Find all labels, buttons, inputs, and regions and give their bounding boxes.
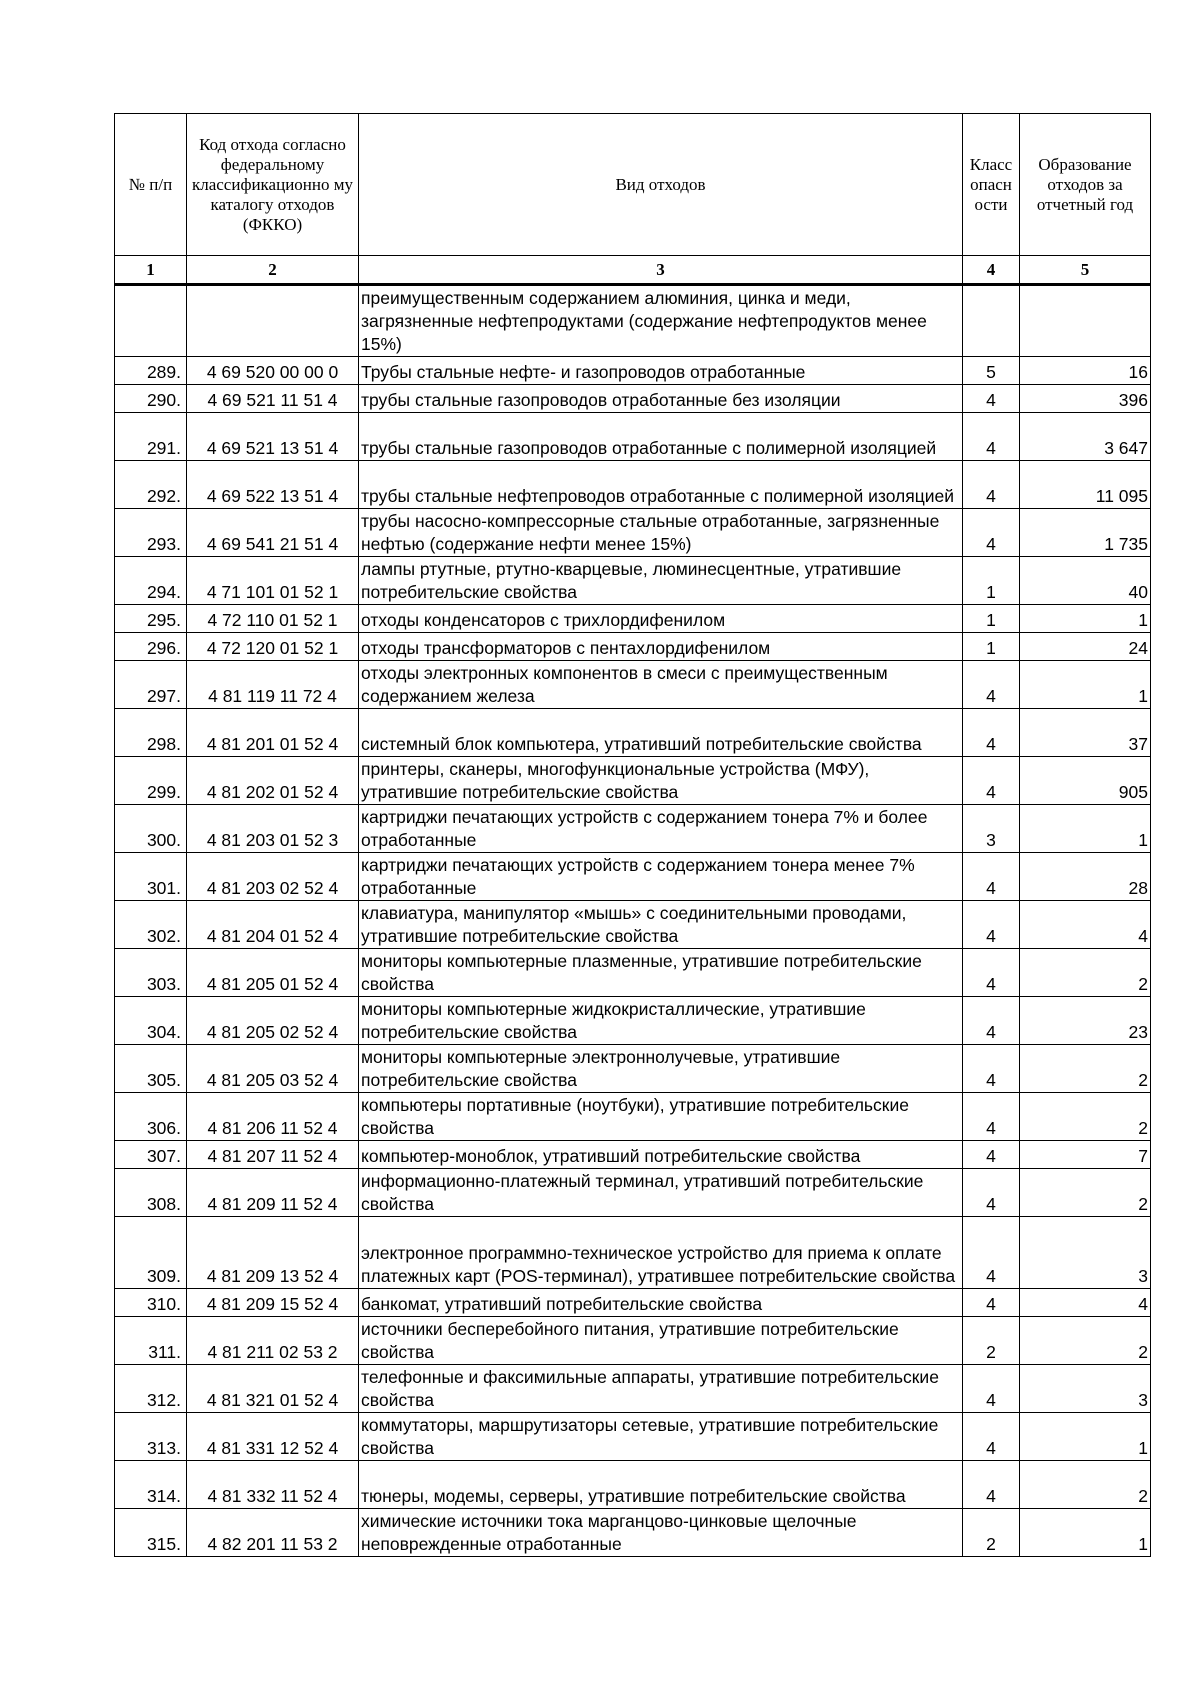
- table-row: [115, 853, 1151, 901]
- row-number-cell: 301.: [115, 853, 187, 901]
- waste-code-cell: 4 72 120 01 52 1: [187, 633, 359, 661]
- waste-amount-cell: 2: [1020, 1461, 1151, 1509]
- hazard-class-cell: 4: [963, 1217, 1020, 1289]
- waste-code-cell: 4 81 203 01 52 3: [187, 805, 359, 853]
- table-row: [115, 757, 1151, 805]
- waste-type-cell: электронное программно-техническое устройство для приема к оплате платежных карт (POS-терминал), утратившее потребительские свойства: [359, 1217, 963, 1289]
- waste-amount-cell: 4: [1020, 1289, 1151, 1317]
- column-number-1: 1: [115, 256, 187, 285]
- hazard-class-cell: 1: [963, 605, 1020, 633]
- waste-code-cell: 4 69 520 00 00 0: [187, 357, 359, 385]
- hazard-class-cell: 4: [963, 509, 1020, 557]
- row-number-cell: 311.: [115, 1317, 187, 1365]
- waste-code-cell: 4 81 205 02 52 4: [187, 997, 359, 1045]
- table-row: [115, 1169, 1151, 1217]
- hazard-class-cell: 4: [963, 413, 1020, 461]
- waste-code-cell: 4 81 202 01 52 4: [187, 757, 359, 805]
- waste-amount-cell: 1: [1020, 661, 1151, 709]
- column-number-2: 2: [187, 256, 359, 285]
- waste-code-cell: 4 81 206 11 52 4: [187, 1093, 359, 1141]
- waste-code-cell: 4 81 332 11 52 4: [187, 1461, 359, 1509]
- column-number-4: 4: [963, 256, 1020, 285]
- waste-code-cell: 4 81 321 01 52 4: [187, 1365, 359, 1413]
- waste-type-cell: принтеры, сканеры, многофункциональные устройства (МФУ), утратившие потребительские свойства: [359, 757, 963, 805]
- table-row: [115, 709, 1151, 757]
- waste-code-cell: 4 81 209 13 52 4: [187, 1217, 359, 1289]
- table-row: [115, 633, 1151, 661]
- row-number-cell: 294.: [115, 557, 187, 605]
- waste-code-cell: 4 71 101 01 52 1: [187, 557, 359, 605]
- waste-code-cell: 4 72 110 01 52 1: [187, 605, 359, 633]
- waste-code-cell: 4 81 205 01 52 4: [187, 949, 359, 997]
- table-row: [115, 1413, 1151, 1461]
- hazard-class-cell: 1: [963, 557, 1020, 605]
- waste-type-cell: клавиатура, манипулятор «мышь» с соединительными проводами, утратившие потребительские свойства: [359, 901, 963, 949]
- waste-type-cell: мониторы компьютерные электроннолучевые, утратившие потребительские свойства: [359, 1045, 963, 1093]
- row-number-cell: 289.: [115, 357, 187, 385]
- waste-type-cell: системный блок компьютера, утративший потребительские свойства: [359, 709, 963, 757]
- waste-amount-cell: 2: [1020, 1045, 1151, 1093]
- waste-code-cell: 4 81 205 03 52 4: [187, 1045, 359, 1093]
- waste-type-cell: мониторы компьютерные жидкокристаллические, утратившие потребительские свойства: [359, 997, 963, 1045]
- hazard-class-cell: 4: [963, 461, 1020, 509]
- waste-code-cell: 4 81 201 01 52 4: [187, 709, 359, 757]
- table-row: [115, 605, 1151, 633]
- waste-amount-cell: 3 647: [1020, 413, 1151, 461]
- waste-type-cell: преимущественным содержанием алюминия, цинка и меди, загрязненные нефтепродуктами (содержание нефтепродуктов менее 15%): [359, 285, 963, 357]
- hazard-class-cell: 4: [963, 1289, 1020, 1317]
- waste-code-cell: 4 69 521 11 51 4: [187, 385, 359, 413]
- table-row: [115, 805, 1151, 853]
- row-number-cell: 307.: [115, 1141, 187, 1169]
- column-number-3: 3: [359, 256, 963, 285]
- waste-amount-cell: 7: [1020, 1141, 1151, 1169]
- row-number-cell: [115, 285, 187, 357]
- row-number-cell: 300.: [115, 805, 187, 853]
- table-row: [115, 1289, 1151, 1317]
- table-row: [115, 1141, 1151, 1169]
- hazard-class-cell: 4: [963, 757, 1020, 805]
- waste-amount-cell: 3: [1020, 1365, 1151, 1413]
- waste-type-cell: трубы насосно-компрессорные стальные отработанные, загрязненные нефтью (содержание нефти менее 15%): [359, 509, 963, 557]
- waste-amount-cell: 16: [1020, 357, 1151, 385]
- waste-code-cell: 4 81 209 11 52 4: [187, 1169, 359, 1217]
- row-number-cell: 306.: [115, 1093, 187, 1141]
- waste-code-cell: 4 81 204 01 52 4: [187, 901, 359, 949]
- row-number-cell: 315.: [115, 1509, 187, 1557]
- row-number-cell: 310.: [115, 1289, 187, 1317]
- waste-code-cell: 4 69 541 21 51 4: [187, 509, 359, 557]
- row-number-cell: 309.: [115, 1217, 187, 1289]
- header-row-number: № п/п: [115, 114, 187, 256]
- header-hazard-class: Класс опасн ости: [963, 114, 1020, 256]
- hazard-class-cell: 3: [963, 805, 1020, 853]
- hazard-class-cell: 4: [963, 1045, 1020, 1093]
- row-number-cell: 312.: [115, 1365, 187, 1413]
- waste-amount-cell: 37: [1020, 709, 1151, 757]
- waste-type-cell: картриджи печатающих устройств с содержанием тонера менее 7% отработанные: [359, 853, 963, 901]
- waste-type-cell: трубы стальные газопроводов отработанные с полимерной изоляцией: [359, 413, 963, 461]
- row-number-cell: 297.: [115, 661, 187, 709]
- waste-amount-cell: 3: [1020, 1217, 1151, 1289]
- hazard-class-cell: 5: [963, 357, 1020, 385]
- waste-code-cell: 4 81 207 11 52 4: [187, 1141, 359, 1169]
- hazard-class-cell: 4: [963, 901, 1020, 949]
- hazard-class-cell: 4: [963, 709, 1020, 757]
- waste-amount-cell: 1: [1020, 1413, 1151, 1461]
- waste-table: [114, 113, 1151, 1557]
- table-row: [115, 1461, 1151, 1509]
- table-row: [115, 1365, 1151, 1413]
- waste-type-cell: картриджи печатающих устройств с содержанием тонера 7% и более отработанные: [359, 805, 963, 853]
- waste-type-cell: коммутаторы, маршрутизаторы сетевые, утратившие потребительские свойства: [359, 1413, 963, 1461]
- waste-amount-cell: 28: [1020, 853, 1151, 901]
- waste-amount-cell: 1: [1020, 605, 1151, 633]
- waste-amount-cell: 24: [1020, 633, 1151, 661]
- waste-type-cell: источники бесперебойного питания, утратившие потребительские свойства: [359, 1317, 963, 1365]
- waste-amount-cell: 1 735: [1020, 509, 1151, 557]
- hazard-class-cell: 4: [963, 1413, 1020, 1461]
- row-number-cell: 292.: [115, 461, 187, 509]
- waste-code-cell: 4 81 331 12 52 4: [187, 1413, 359, 1461]
- hazard-class-cell: [963, 285, 1020, 357]
- waste-table-page: [114, 113, 1150, 1557]
- waste-type-cell: отходы конденсаторов с трихлордифенилом: [359, 605, 963, 633]
- waste-type-cell: банкомат, утративший потребительские свойства: [359, 1289, 963, 1317]
- table-row: [115, 1317, 1151, 1365]
- waste-code-cell: 4 81 209 15 52 4: [187, 1289, 359, 1317]
- row-number-cell: 299.: [115, 757, 187, 805]
- column-number-5: 5: [1020, 256, 1151, 285]
- table-row: [115, 509, 1151, 557]
- hazard-class-cell: 4: [963, 1141, 1020, 1169]
- hazard-class-cell: 2: [963, 1317, 1020, 1365]
- row-number-cell: 298.: [115, 709, 187, 757]
- table-row: [115, 1093, 1151, 1141]
- hazard-class-cell: 4: [963, 997, 1020, 1045]
- waste-type-cell: отходы электронных компонентов в смеси с преимущественным содержанием железа: [359, 661, 963, 709]
- waste-amount-cell: 2: [1020, 1169, 1151, 1217]
- table-row: [115, 949, 1151, 997]
- table-row: [115, 1045, 1151, 1093]
- waste-type-cell: лампы ртутные, ртутно-кварцевые, люминесцентные, утратившие потребительские свойства: [359, 557, 963, 605]
- table-row: [115, 385, 1151, 413]
- row-number-cell: 291.: [115, 413, 187, 461]
- waste-type-cell: компьютеры портативные (ноутбуки), утратившие потребительские свойства: [359, 1093, 963, 1141]
- waste-amount-cell: 2: [1020, 949, 1151, 997]
- hazard-class-cell: 4: [963, 1365, 1020, 1413]
- row-number-cell: 308.: [115, 1169, 187, 1217]
- row-number-cell: 290.: [115, 385, 187, 413]
- hazard-class-cell: 1: [963, 633, 1020, 661]
- waste-type-cell: трубы стальные нефтепроводов отработанные с полимерной изоляцией: [359, 461, 963, 509]
- waste-type-cell: трубы стальные газопроводов отработанные без изоляции: [359, 385, 963, 413]
- row-number-cell: 305.: [115, 1045, 187, 1093]
- waste-type-cell: химические источники тока марганцово-цинковые щелочные неповрежденные отработанные: [359, 1509, 963, 1557]
- waste-amount-cell: 905: [1020, 757, 1151, 805]
- hazard-class-cell: 4: [963, 1169, 1020, 1217]
- row-number-cell: 313.: [115, 1413, 187, 1461]
- waste-type-cell: мониторы компьютерные плазменные, утратившие потребительские свойства: [359, 949, 963, 997]
- waste-amount-cell: [1020, 285, 1151, 357]
- table-row: [115, 1509, 1151, 1557]
- hazard-class-cell: 2: [963, 1509, 1020, 1557]
- waste-amount-cell: 396: [1020, 385, 1151, 413]
- table-row: [115, 357, 1151, 385]
- waste-code-cell: 4 82 201 11 53 2: [187, 1509, 359, 1557]
- waste-amount-cell: 2: [1020, 1093, 1151, 1141]
- hazard-class-cell: 4: [963, 853, 1020, 901]
- hazard-class-cell: 4: [963, 385, 1020, 413]
- waste-type-cell: телефонные и факсимильные аппараты, утратившие потребительские свойства: [359, 1365, 963, 1413]
- waste-type-cell: информационно-платежный терминал, утративший потребительские свойства: [359, 1169, 963, 1217]
- table-body: [115, 285, 1151, 1557]
- waste-code-cell: [187, 285, 359, 357]
- waste-amount-cell: 2: [1020, 1317, 1151, 1365]
- waste-type-cell: компьютер-моноблок, утративший потребительские свойства: [359, 1141, 963, 1169]
- waste-type-cell: Трубы стальные нефте- и газопроводов отработанные: [359, 357, 963, 385]
- waste-amount-cell: 4: [1020, 901, 1151, 949]
- hazard-class-cell: 4: [963, 1093, 1020, 1141]
- waste-amount-cell: 1: [1020, 805, 1151, 853]
- waste-code-cell: 4 81 203 02 52 4: [187, 853, 359, 901]
- header-waste-type: Вид отходов: [359, 114, 963, 256]
- waste-type-cell: отходы трансформаторов с пентахлордифенилом: [359, 633, 963, 661]
- table-row: [115, 413, 1151, 461]
- waste-code-cell: 4 81 211 02 53 2: [187, 1317, 359, 1365]
- row-number-cell: 303.: [115, 949, 187, 997]
- row-number-cell: 304.: [115, 997, 187, 1045]
- table-row: [115, 661, 1151, 709]
- row-number-cell: 314.: [115, 1461, 187, 1509]
- table-row: [115, 997, 1151, 1045]
- table-row: [115, 461, 1151, 509]
- hazard-class-cell: 4: [963, 1461, 1020, 1509]
- waste-amount-cell: 1: [1020, 1509, 1151, 1557]
- waste-code-cell: 4 69 521 13 51 4: [187, 413, 359, 461]
- waste-code-cell: 4 81 119 11 72 4: [187, 661, 359, 709]
- waste-amount-cell: 23: [1020, 997, 1151, 1045]
- waste-amount-cell: 11 095: [1020, 461, 1151, 509]
- header-waste-code: Код отхода согласно федеральному классификационно му каталогу отходов (ФККО): [187, 114, 359, 256]
- waste-type-cell: тюнеры, модемы, серверы, утратившие потребительские свойства: [359, 1461, 963, 1509]
- waste-amount-cell: 40: [1020, 557, 1151, 605]
- table-header: [115, 114, 1151, 285]
- row-number-cell: 296.: [115, 633, 187, 661]
- table-row: [115, 557, 1151, 605]
- row-number-cell: 295.: [115, 605, 187, 633]
- table-row: [115, 901, 1151, 949]
- waste-code-cell: 4 69 522 13 51 4: [187, 461, 359, 509]
- row-number-cell: 293.: [115, 509, 187, 557]
- hazard-class-cell: 4: [963, 949, 1020, 997]
- row-number-cell: 302.: [115, 901, 187, 949]
- table-row: [115, 1217, 1151, 1289]
- continuation-row: [115, 285, 1151, 357]
- hazard-class-cell: 4: [963, 661, 1020, 709]
- header-waste-generated: Образование отходов за отчетный год: [1020, 114, 1151, 256]
